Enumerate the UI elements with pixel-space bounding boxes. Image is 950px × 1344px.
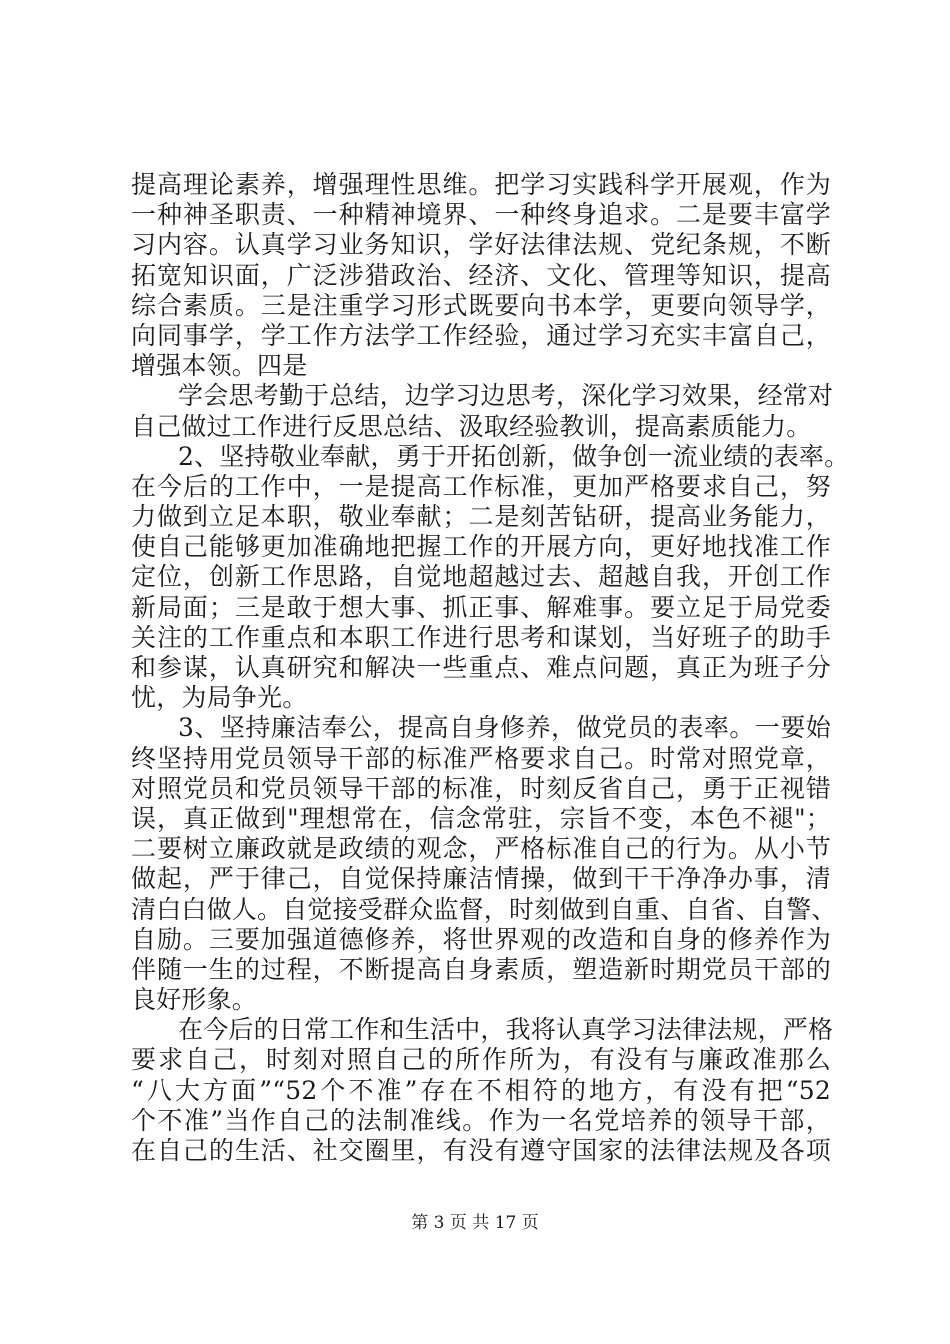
text-line: 在自己的生活、社交圈里，有没有遵守国家的法律法规及各项 <box>131 1136 831 1165</box>
text-line: 良好形象。 <box>131 985 258 1015</box>
text-line: 终坚持用党员领导干部的标准严格要求自己。时常对照党章， <box>131 743 831 773</box>
text-line: 2、坚持敬业奉献，勇于开拓创新，做争创一流业绩的表率。 <box>178 441 850 471</box>
text-line: 做起，严于律己，自觉保持廉洁情操，做到干干净净办事，清 <box>131 864 831 894</box>
text-line: 伴随一生的过程，不断提高自身素质，塑造新时期党员干部的 <box>131 954 831 984</box>
text-line: 和参谋，认真研究和解决一些重点、难点问题，真正为班子分 <box>131 653 831 682</box>
text-line: 使自己能够更加准确地把握工作的开展方向，更好地找准工作 <box>131 532 831 562</box>
text-line: 误，真正做到"理想常在，信念常驻，宗旨不变，本色不褪"； <box>131 803 831 833</box>
text-line: “八大方面”“52个不准”存在不相符的地方，有没有把“52 <box>131 1075 831 1105</box>
text-line: 忧，为局争光。 <box>131 683 308 713</box>
text-line: 提高理论素养，增强理性思维。把学习实践科学开展观，作为 <box>131 170 831 199</box>
text-line: 要求自己，时刻对照自己的所作所为，有没有与廉政准那么 <box>131 1045 831 1075</box>
text-line: 在今后的工作中，一是提高工作标准，更加严格要求自己，努 <box>131 471 831 501</box>
text-line: 向同事学，学工作方法学工作经验，通过学习充实丰富自己， <box>131 320 831 350</box>
text-line: 一种神圣职责、一种精神境界、一种终身追求。二是要丰富学 <box>131 200 831 230</box>
text-line: 在今后的日常工作和生活中，我将认真学习法律法规，严格 <box>178 1015 834 1045</box>
text-line: 定位，创新工作思路，自觉地超越过去、超越自我，开创工作 <box>131 562 831 592</box>
text-line: 清白白做人。自觉接受群众监督，时刻做到自重、自省、自警、 <box>131 894 837 924</box>
text-line: 个不准”当作自己的法制准线。作为一名党培养的领导干部， <box>131 1105 831 1135</box>
text-line: 自励。三要加强道德修养，将世界观的改造和自身的修养作为 <box>131 924 831 954</box>
text-line: 二要树立廉政就是政绩的观念，严格标准自己的行为。从小节 <box>131 834 831 864</box>
page-footer: 第 3 页 共 17 页 <box>411 1213 539 1233</box>
text-line: 综合素质。三是注重学习形式既要向书本学，更要向领导学， <box>131 290 831 320</box>
text-line: 对照党员和党员领导干部的标准，时刻反省自己，勇于正视错 <box>131 773 831 803</box>
body-text <box>131 170 850 1166</box>
text-line: 3、坚持廉洁奉公，提高自身修养，做党员的表率。一要始 <box>178 713 831 743</box>
text-line: 新局面；三是敢于想大事、抓正事、解难事。要立足于局党委 <box>131 592 831 622</box>
text-line: 增强本领。四是 <box>131 351 308 381</box>
text-line: 学会思考勤于总结，边学习边思考，深化学习效果，经常对 <box>178 381 834 411</box>
text-line: 拓宽知识面，广泛涉猎政治、经济、文化、管理等知识，提高 <box>131 260 831 290</box>
text-line: 自己做过工作进行反思总结、汲取经验教训，提高素质能力。 <box>131 411 812 441</box>
text-line: 关注的工作重点和本职工作进行思考和谋划，当好班子的助手 <box>131 622 831 652</box>
text-line: 习内容。认真学习业务知识，学好法律法规、党纪条规，不断 <box>131 230 831 260</box>
text-line: 力做到立足本职，敬业奉献；二是刻苦钻研，提高业务能力， <box>131 502 831 532</box>
